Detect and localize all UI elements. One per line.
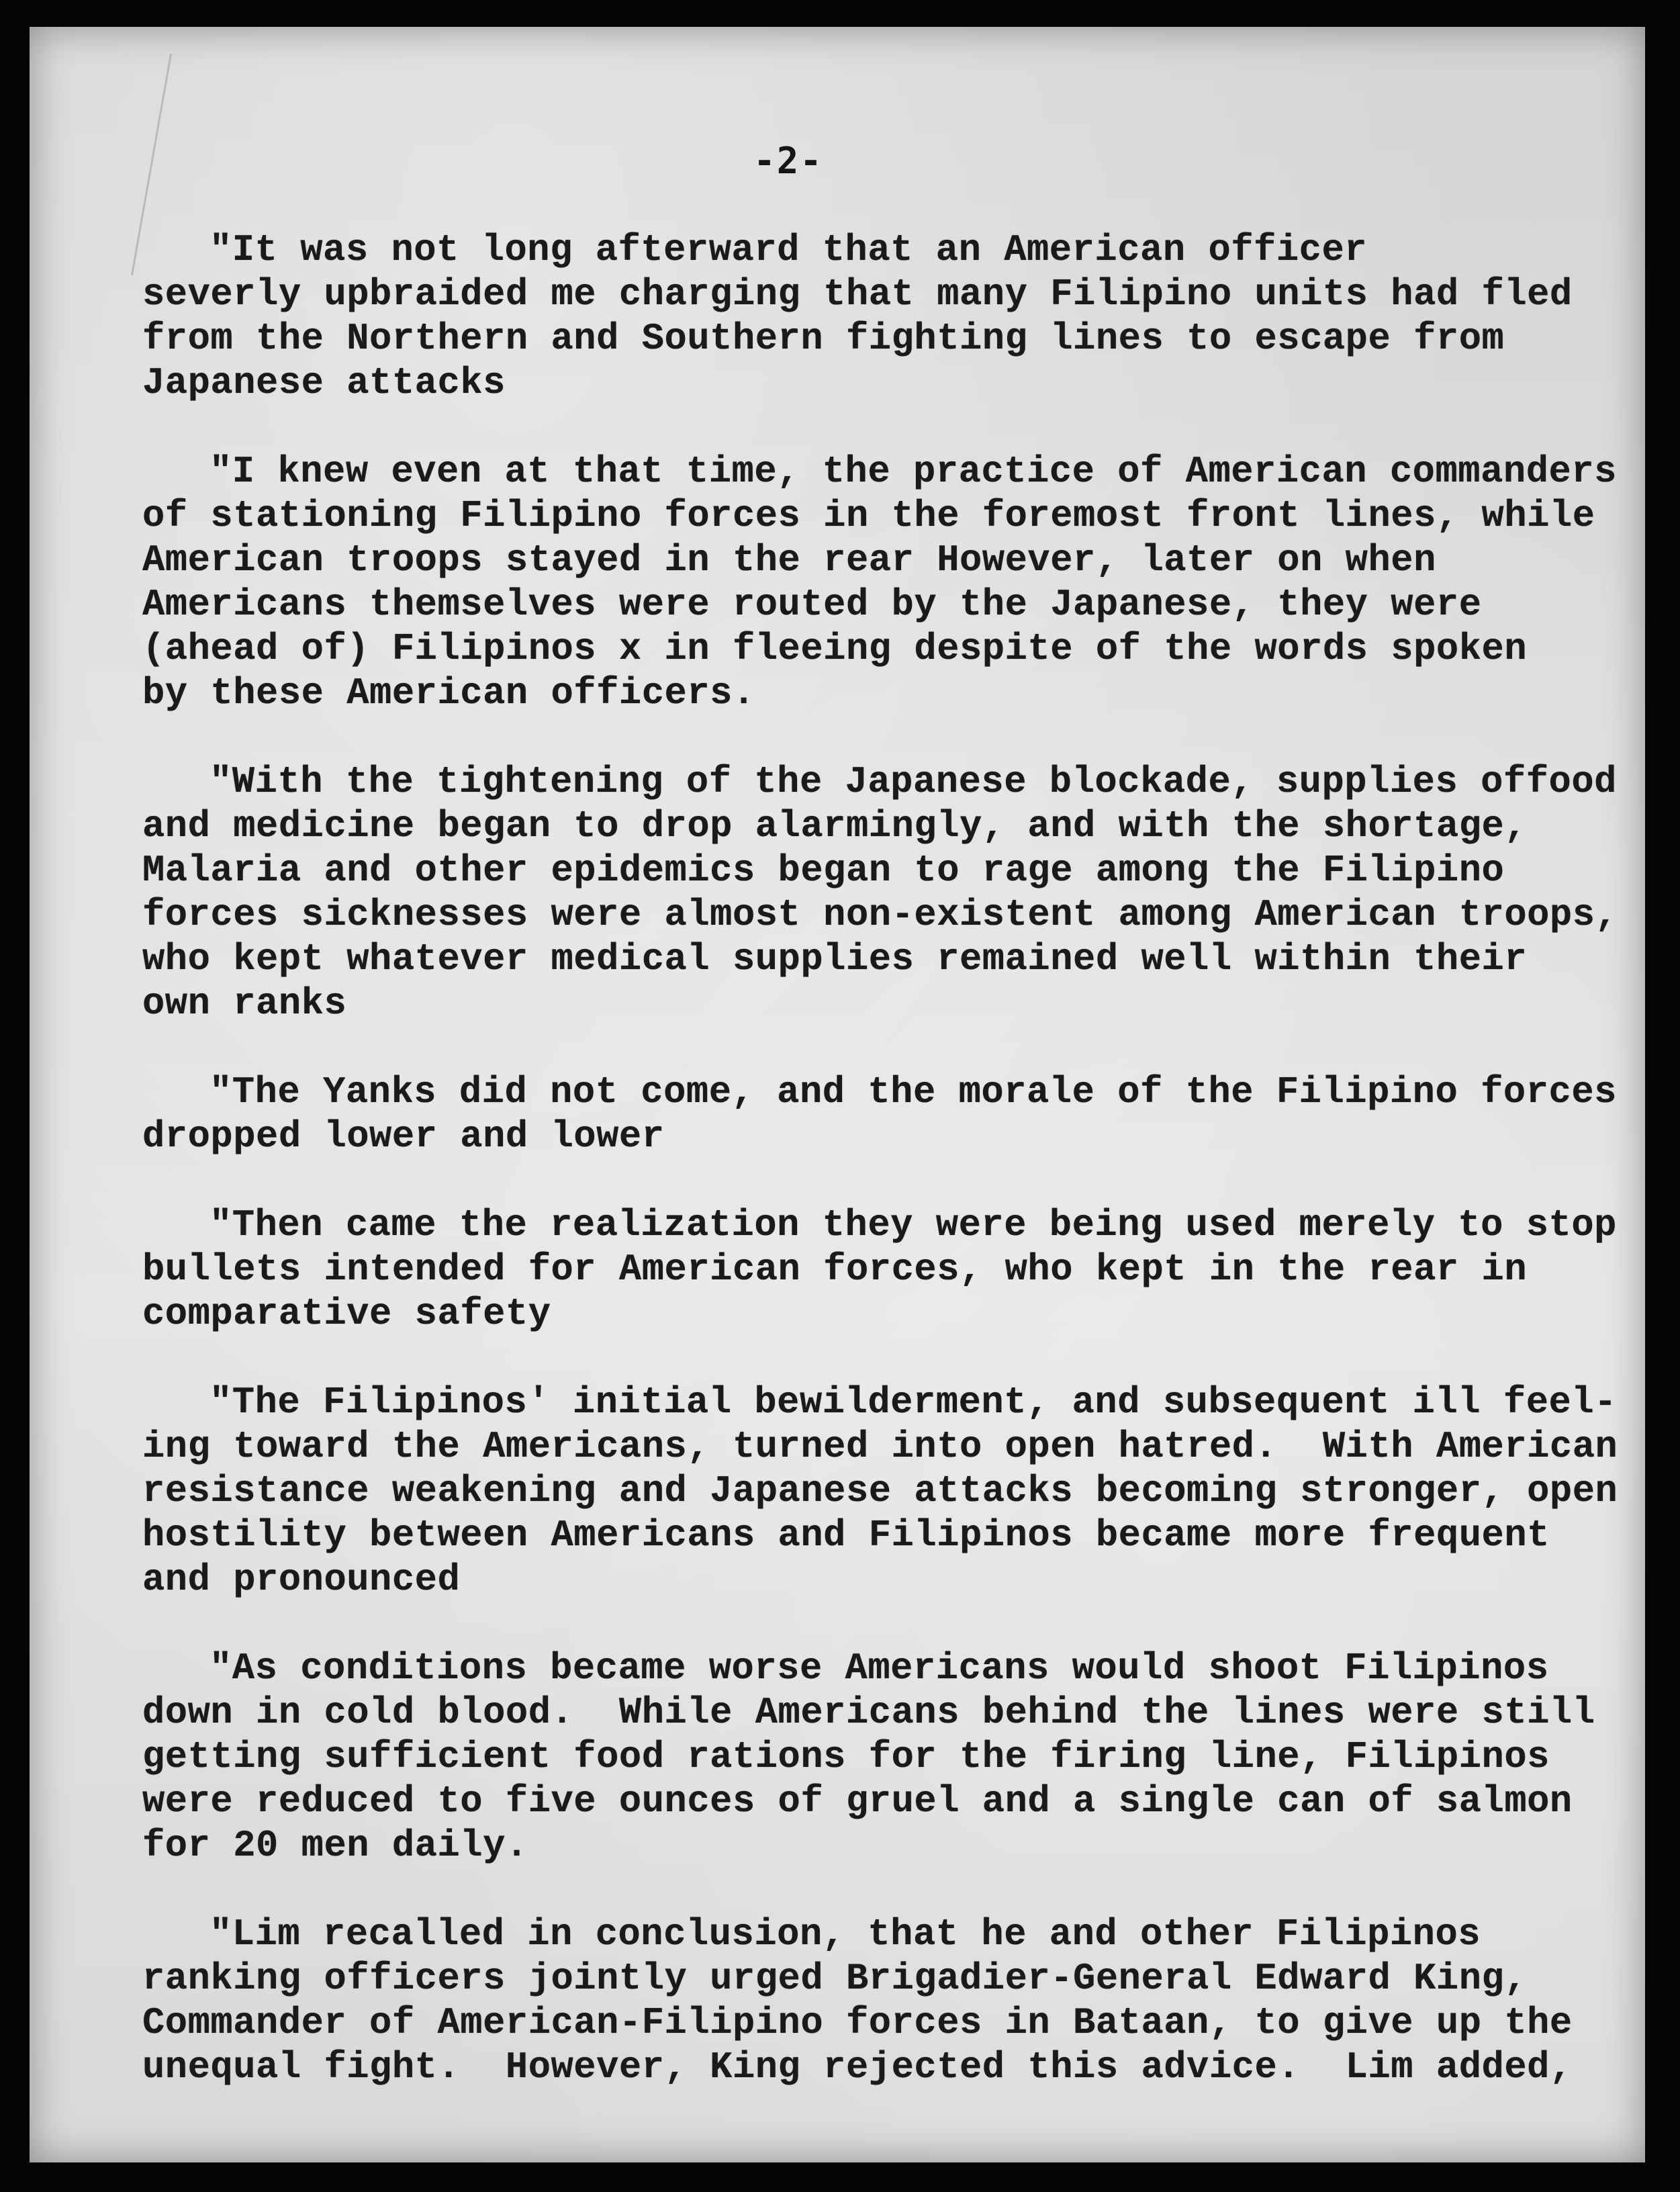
text-line: (ahead of) Filipinos x in fleeing despite of the words spoken (142, 628, 1528, 670)
paragraph-8 (142, 1913, 1633, 2090)
text-line: for 20 men daily. (142, 1825, 528, 1867)
text-line: resistance weakening and Japanese attacks becoming stronger, open (142, 1470, 1618, 1512)
text-line: Americans themselves were routed by the Japanese, they were (142, 584, 1482, 626)
document-body (142, 228, 1633, 2134)
text-line: who kept whatever medical supplies remained well within their (142, 938, 1528, 980)
paragraph-2 (142, 450, 1633, 716)
paragraph-1 (142, 228, 1633, 406)
text-line: dropped lower and lower (142, 1115, 665, 1158)
text-line: ing toward the Americans, turned into open hatred. With American (142, 1426, 1618, 1468)
text-line: bullets intended for American forces, who kept in the rear in (142, 1248, 1528, 1291)
text-line: of stationing Filipino forces in the foremost front lines, while (142, 495, 1595, 537)
text-line: Malaria and other epidemics began to rage among the Filipino (142, 850, 1505, 892)
text-line: "The Filipinos' initial bewilderment, and subsequent ill feel- (209, 1381, 1617, 1424)
text-line: getting sufficient food rations for the firing line, Filipinos (142, 1736, 1550, 1778)
text-line: Japanese attacks (142, 362, 506, 404)
typewritten-page (30, 27, 1645, 2162)
text-line: "Lim recalled in conclusion, that he and other Filipinos (209, 1913, 1481, 1956)
text-line: "With the tightening of the Japanese blockade, supplies offood (209, 761, 1617, 803)
text-line: and medicine began to drop alarmingly, and with the shortage, (142, 805, 1528, 848)
text-line: hostility between Americans and Filipinos became more frequent (142, 1514, 1550, 1557)
text-line: forces sicknesses were almost non-existent among American troops, (142, 894, 1618, 936)
paragraph-4 (142, 1070, 1633, 1159)
text-line: severly upbraided me charging that many Filipino units had fled (142, 273, 1573, 316)
text-line: comparative safety (142, 1293, 551, 1335)
paragraph-5 (142, 1203, 1633, 1336)
page-number: -2- (753, 140, 823, 182)
text-line: American troops stayed in the rear However, later on when (142, 539, 1436, 582)
paragraph-6 (142, 1381, 1633, 1602)
text-line: "Then came the realization they were being used merely to stop (209, 1204, 1617, 1246)
text-line: down in cold blood. While Americans behind the lines were still (142, 1692, 1595, 1734)
text-line: from the Northern and Southern fighting lines to escape from (142, 318, 1505, 360)
text-line: "It was not long afterward that an American officer (209, 229, 1368, 271)
paragraph-7 (142, 1647, 1633, 1868)
text-line: Commander of American-Filipino forces in Bataan, to give up the (142, 2002, 1573, 2044)
text-line: "I knew even at that time, the practice of American commanders (209, 451, 1617, 493)
text-line: "The Yanks did not come, and the morale of the Filipino forces (209, 1071, 1617, 1113)
text-line: by these American officers. (142, 672, 755, 715)
text-line: unequal fight. However, King rejected this advice. Lim added, (142, 2046, 1573, 2089)
text-line: and pronounced (142, 1559, 461, 1601)
text-line: were reduced to five ounces of gruel and a single can of salmon (142, 1780, 1573, 1823)
paragraph-3 (142, 760, 1633, 1026)
text-line: "As conditions became worse Americans would shoot Filipinos (209, 1647, 1549, 1690)
text-line: own ranks (142, 983, 347, 1025)
text-line: ranking officers jointly urged Brigadier-General Edward King, (142, 1958, 1528, 2000)
